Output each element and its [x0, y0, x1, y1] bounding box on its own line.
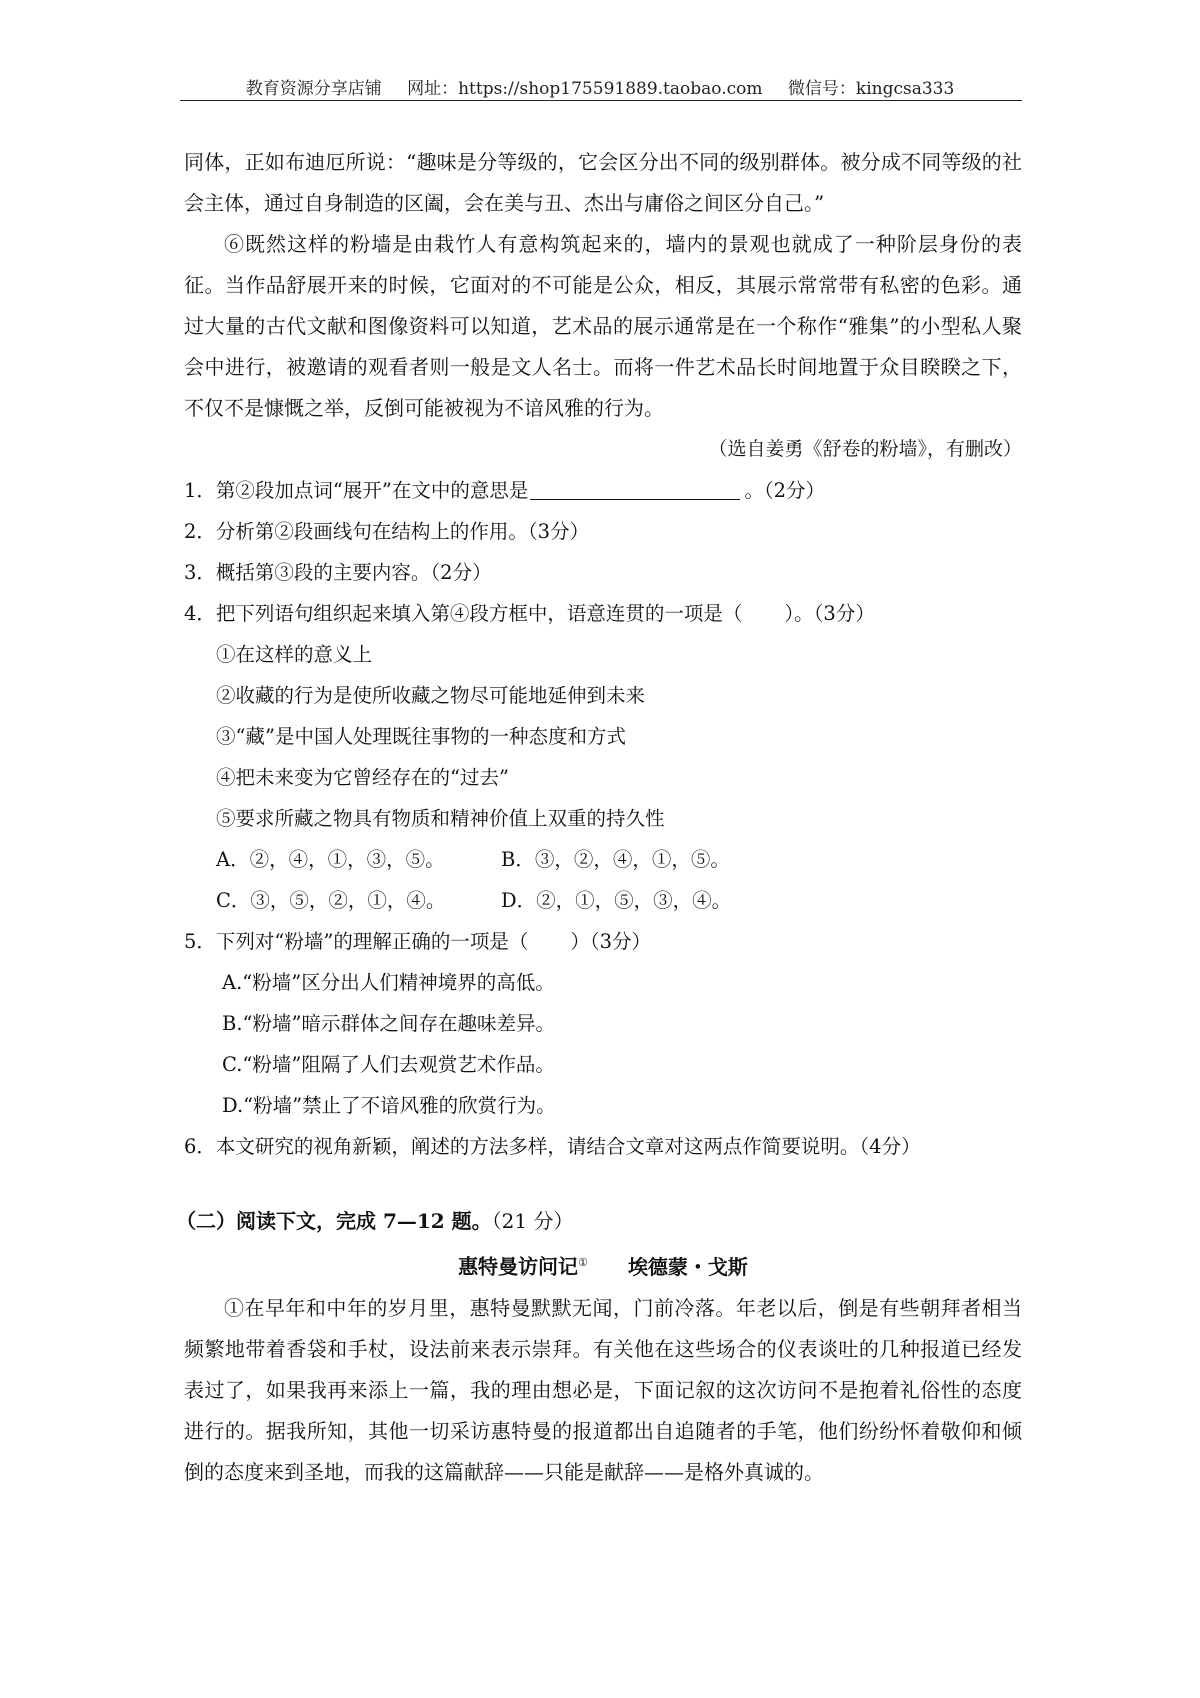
source-citation: （选自姜勇《舒卷的粉墙》，有删改）: [708, 438, 1022, 460]
q4-item: ⑤要求所藏之物具有物质和精神价值上双重的持久性: [216, 807, 665, 830]
question-5-text: 5．下列对“粉墙”的理解正确的一项是（: [184, 930, 529, 953]
question-1-points: 。（2分）: [744, 479, 826, 502]
q5-option-a: A.“粉墙”区分出人们精神境界的高低。: [222, 971, 555, 994]
answer-blank: [530, 477, 740, 500]
question-4: [184, 593, 1022, 634]
question-2: 2．分析第②段画线句在结构上的作用。（3分）: [184, 520, 590, 543]
shop-url: 网址：https://shop175591889.taobao.com: [407, 79, 763, 99]
page-header: [180, 74, 1020, 99]
header-divider: [180, 100, 1022, 101]
article-author: 埃德蒙・戈斯: [627, 1254, 748, 1279]
q4-options-row: [184, 880, 1022, 921]
q5-option-d: D.“粉墙”禁止了不谙风雅的欣赏行为。: [222, 1094, 556, 1117]
q4-options-row: [184, 839, 1022, 880]
q5-option-c: C.“粉墙”阻隔了人们去观赏艺术作品。: [222, 1053, 555, 1076]
footnote-marker: ①: [578, 1256, 588, 1269]
question-4-text: 4．把下列语句组织起来填入第④段方框中，语意连贯的一项是（: [184, 602, 743, 625]
q4-option-d: D．②，①，⑤，③，④。: [501, 889, 732, 912]
q4-item: ②收藏的行为是使所收藏之物尽可能地延伸到未来: [216, 684, 646, 707]
question-1-text: 1．第②段加点词“展开”在文中的意思是: [184, 479, 529, 502]
question-3: 3．概括第③段的主要内容。（2分）: [184, 561, 492, 584]
q4-option-c: C．③，⑤，②，①，④。: [216, 889, 446, 912]
q4-item: ④把未来变为它曾经存在的“过去”: [216, 766, 509, 789]
question-4-points: ）。（3分）: [784, 602, 875, 625]
document-body: [176, 142, 1022, 1493]
q4-option-b: B．③，②，④，①，⑤。: [501, 848, 730, 871]
section-2-heading: [176, 1201, 1022, 1242]
question-6: 6．本文研究的视角新颖，阐述的方法多样，请结合文章对这两点作简要说明。（4分）: [184, 1135, 921, 1158]
section-2-title: （二）阅读下文，完成 7—12 题。: [176, 1209, 492, 1233]
article-paragraph-1: ①在早年和中年的岁月里，惠特曼默默无闻，门前冷落。年老以后，倒是有些朝拜者相当频繁地带着香袋和手杖，设法前来表示崇拜。有关他在这些场合的仪表谈吐的几种报道已经发表过了，如果我再来添上一篇，我的理由想必是，下面记叙的这次访问不是抱着礼俗性的态度进行的。据我所知，其他一切采访惠特曼的报道都出自追随者的手笔，他们纷纷怀着敬仰和倾倒的态度来到圣地，而我的这篇献辞——只能是献辞——是格外真诚的。: [184, 1295, 1022, 1484]
q4-item: ③“藏”是中国人处理既往事物的一种态度和方式: [216, 725, 626, 748]
q5-option-b: B.“粉墙”暗示群体之间存在趣味差异。: [222, 1012, 555, 1035]
article-title: [184, 1242, 1022, 1288]
section-2-points: （21 分）: [491, 1209, 574, 1233]
q4-item: ①在这样的意义上: [216, 643, 373, 666]
article-title-text: 惠特曼访问记: [458, 1254, 579, 1279]
question-5: [184, 921, 1022, 962]
wechat-id: 微信号：kingcsa333: [787, 79, 955, 99]
question-5-points: ）（3分）: [570, 930, 652, 953]
shop-name: 教育资源分享店铺: [245, 79, 382, 99]
q4-option-a: A．②，④，①，③，⑤。: [216, 848, 445, 871]
question-1: [184, 470, 1022, 511]
paragraph-6: ⑥既然这样的粉墙是由栽竹人有意构筑起来的，墙内的景观也就成了一种阶层身份的表征。当作品舒展开来的时候，它面对的不可能是公众，相反，其展示常常带有私密的色彩。通过大量的古代文献和图像资料可以知道，艺术品的展示通常是在一个称作“雅集”的小型私人聚会中进行，被邀请的观看者则一般是文人名士。而将一件艺术品长时间地置于众目睽睽之下，不仅不是慷慨之举，反倒可能被视为不谙风雅的行为。: [184, 232, 1022, 420]
paragraph-continued: 同体，正如布迪厄所说：“趣味是分等级的，它会区分出不同的级别群体。被分成不同等级的社会主体，通过自身制造的区阖，会在美与丑、杰出与庸俗之间区分自己。”: [184, 150, 1022, 215]
